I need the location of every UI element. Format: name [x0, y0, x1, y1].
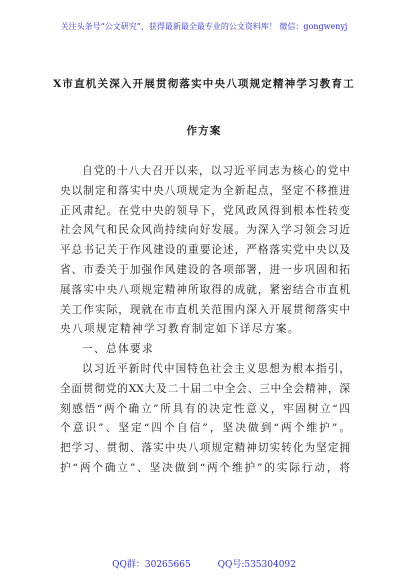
section-heading: 一、总体要求: [82, 343, 154, 356]
paragraph-line: 自党的十八大召开以来，以习近平同志为核心的党中: [82, 165, 350, 177]
document-title-line-2: 作方案: [186, 125, 222, 137]
paragraph-line: 个意识”、坚定“四个自信”，坚决做到“两个维护”。: [60, 422, 350, 435]
paragraph-line: 以习近平新时代中国特色社会主义思想为根本指引，: [82, 362, 350, 375]
paragraph-line: 刻感悟“两个确立”所具有的决定性意义，牢固树立“四: [60, 402, 350, 415]
paragraph-line: 护“两个确立”、坚决做到“两个维护”的实际行动，将: [60, 461, 350, 474]
header-banner: 关注头条号“公文研究”，获得最新最全最专业的公文资料库！ 微信：gongwenyj: [60, 22, 348, 31]
paragraph-line: 央八项规定精神学习教育制定如下详尽方案。: [60, 323, 300, 336]
paragraph-line: 平总书记关于作风建设的重要论述，严格落实党中央以及: [60, 244, 350, 257]
paragraph-line: 展落实中央八项规定精神所取得的成就，紧密结合市直机: [60, 283, 350, 296]
paragraph-line: 社会风气和民众风尚持续向好发展。为深入学习领会习近: [60, 224, 350, 237]
footer-qq-group: QQ群：30265665: [112, 560, 191, 570]
paragraph-line: 关工作实际，现就在市直机关范围内深入开展贯彻落实中: [60, 303, 350, 316]
footer-contact: [0, 559, 408, 571]
paragraph-line: 省、市委关于加强作风建设的各项部署，进一步巩固和拓: [60, 263, 350, 276]
paragraph-line: 正风肃纪。在党中央的领导下，党风政风得到根本性转变: [60, 204, 350, 217]
footer-qq-number: QQ号:535304092: [217, 560, 296, 570]
paragraph-line: 把学习、贯彻、落实中央八项规定精神切实转化为坚定拥: [60, 442, 350, 455]
paragraph-line: 央以制定和落实中央八项规定为全新起点，坚定不移推进: [60, 184, 350, 197]
document-title-line-1: X市直机关深入开展贯彻落实中央八项规定精神学习教育工: [53, 78, 355, 90]
document-body: [60, 162, 350, 479]
paragraph-line: 全面贯彻党的XX大及二十届二中全会、三中全会精神，深: [60, 382, 350, 395]
